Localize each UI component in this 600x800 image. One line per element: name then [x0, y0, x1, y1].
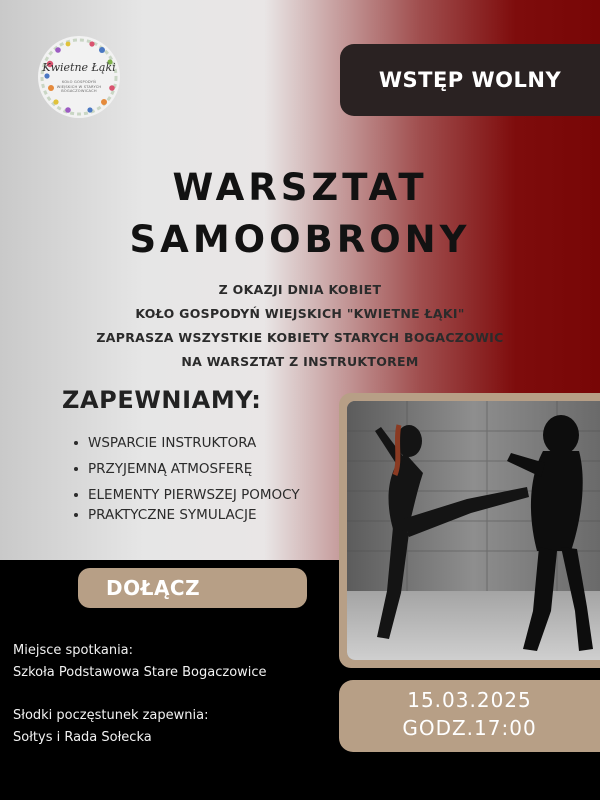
- logo-script-text: Kwietne Łąki: [42, 61, 116, 74]
- logo-subtitle: KOŁO GOSPODYŃ WIEJSKICH W STARYCH BOGACZOWICACH: [56, 80, 102, 94]
- join-button[interactable]: [78, 568, 307, 608]
- event-date: 15.03.2025: [407, 688, 532, 712]
- invitation-line-4: NA WARSZTAT Z INSTRUKTOREM: [181, 354, 419, 369]
- invitation-line-1: Z OKAZJI DNIA KOBIET: [218, 282, 382, 297]
- flower-wreath-icon: [38, 36, 120, 118]
- features-list: [74, 432, 306, 530]
- join-button-label: DOŁĄCZ: [106, 576, 201, 600]
- refreshments-label: Słodki poczęstunek zapewnia:: [13, 708, 209, 723]
- list-item: PRZYJEMNĄ ATMOSFERĘ: [74, 458, 306, 480]
- location-label: Miejsce spotkania:: [13, 643, 134, 658]
- title-line-2: SAMOOBRONY: [129, 218, 471, 261]
- self-defense-photo: [347, 401, 600, 660]
- invitation-line-3: ZAPRASZA WSZYSTKIE KOBIETY STARYCH BOGACZOWIC: [96, 330, 504, 345]
- refreshments-value: Sołtys i Rada Sołecka: [13, 730, 152, 745]
- list-item: ELEMENTY PIERWSZEJ POMOCY: [74, 484, 306, 506]
- invitation-line-2: KOŁO GOSPODYŃ WIEJSKICH "KWIETNE ŁĄKI": [135, 306, 465, 321]
- title-line-1: WARSZTAT: [172, 166, 428, 209]
- event-time: GODZ.17:00: [402, 716, 537, 740]
- free-entry-badge: [340, 44, 600, 116]
- logo: [38, 36, 120, 118]
- free-entry-text: WSTĘP WOLNY: [378, 68, 562, 92]
- location-value: Szkoła Podstawowa Stare Bogaczowice: [13, 665, 267, 680]
- features-heading: ZAPEWNIAMY:: [62, 386, 262, 414]
- list-item: WSPARCIE INSTRUKTORA: [74, 432, 306, 454]
- list-item: PRAKTYCZNE SYMULACJE: [74, 504, 306, 526]
